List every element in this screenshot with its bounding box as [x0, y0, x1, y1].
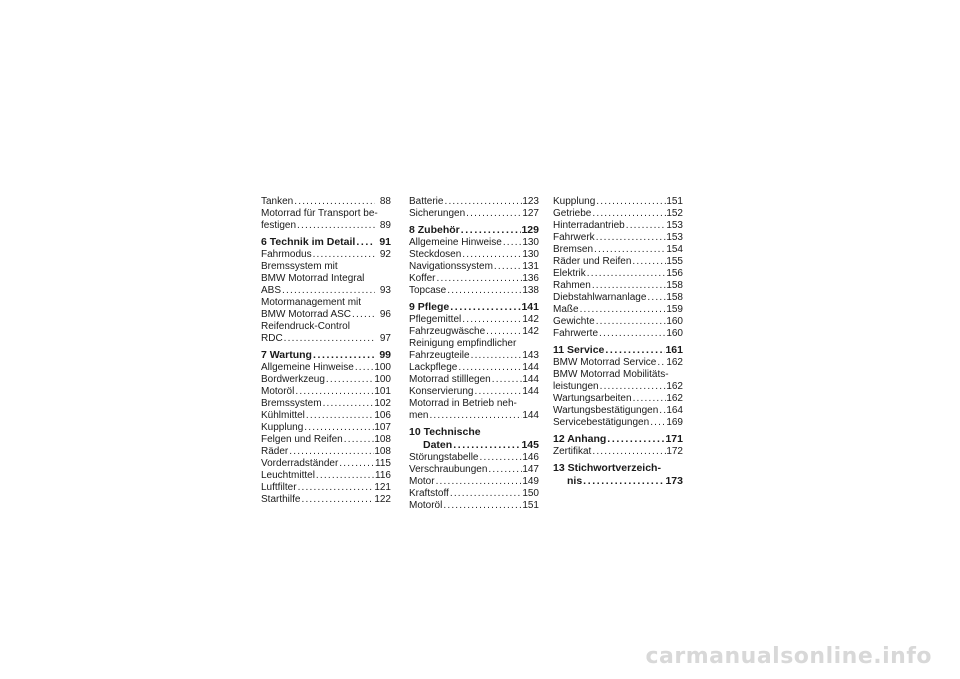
toc-entry[interactable]: Motor ..... 149: [409, 476, 539, 488]
toc-entry[interactable]: Wartungsarbeiten ..... 162: [553, 393, 683, 405]
toc-entry[interactable]: Steckdosen ..... 130: [409, 249, 539, 261]
toc-entry[interactable]: festigen ..... 89: [261, 220, 391, 232]
toc-entry[interactable]: Starthilfe ..... 122: [261, 494, 391, 506]
toc-entry[interactable]: Bremsen ..... 154: [553, 244, 683, 256]
toc-chapter-heading[interactable]: nis ..... 173: [553, 475, 683, 488]
toc-entry[interactable]: Koffer ..... 136: [409, 273, 539, 285]
toc-chapter-heading[interactable]: 12 Anhang ..... 171: [553, 433, 683, 446]
toc-entry[interactable]: Pflegemittel ..... 142: [409, 314, 539, 326]
toc-entry[interactable]: Allgemeine Hinweise ..... 100: [261, 362, 391, 374]
toc-entry[interactable]: Maße ..... 159: [553, 304, 683, 316]
toc-entry[interactable]: Elektrik ..... 156: [553, 268, 683, 280]
toc-entry[interactable]: Felgen und Reifen ..... 108: [261, 434, 391, 446]
toc-entry[interactable]: Fahrwerte ..... 160: [553, 328, 683, 340]
toc-entry[interactable]: Räder und Reifen ..... 155: [553, 256, 683, 268]
toc-entry-line[interactable]: Reifendruck-Control: [261, 321, 350, 332]
toc-entry[interactable]: Sicherungen ..... 127: [409, 208, 539, 220]
toc-column-1: [261, 196, 391, 506]
toc-entry[interactable]: Kupplung ..... 107: [261, 422, 391, 434]
toc-entry[interactable]: Fahrmodus ..... 92: [261, 249, 391, 261]
toc-entry[interactable]: Batterie ..... 123: [409, 196, 539, 208]
toc-entry[interactable]: Fahrwerk ..... 153: [553, 232, 683, 244]
toc-entry[interactable]: ABS ..... 93: [261, 285, 391, 297]
toc-entry[interactable]: Rahmen ..... 158: [553, 280, 683, 292]
toc-column-3: [553, 196, 683, 488]
toc-entry[interactable]: Konservierung ..... 144: [409, 386, 539, 398]
toc-entry[interactable]: BMW Motorrad Service ..... 162: [553, 357, 683, 369]
watermark: carmanualsonline.info: [645, 644, 932, 669]
toc-entry[interactable]: Luftfilter ..... 121: [261, 482, 391, 494]
toc-entry[interactable]: leistungen ..... 162: [553, 381, 683, 393]
toc-chapter-heading-line[interactable]: 13 Stichwortverzeich-: [553, 462, 661, 474]
toc-entry[interactable]: Vorderradständer ..... 115: [261, 458, 391, 470]
toc-entry-line[interactable]: Reinigung empfindlicher: [409, 338, 517, 349]
toc-chapter-heading[interactable]: 8 Zubehör ..... 129: [409, 224, 539, 237]
toc-entry[interactable]: Topcase ..... 138: [409, 285, 539, 297]
toc-chapter-heading[interactable]: 9 Pflege ..... 141: [409, 301, 539, 314]
toc-entry[interactable]: Leuchtmittel ..... 116: [261, 470, 391, 482]
toc-entry-line[interactable]: BMW Motorrad Integral: [261, 273, 365, 284]
toc-entry[interactable]: Motoröl ..... 101: [261, 386, 391, 398]
toc-entry[interactable]: Motoröl ..... 151: [409, 500, 539, 512]
toc-entry-line[interactable]: Motorrad in Betrieb neh-: [409, 398, 517, 409]
toc-entry[interactable]: Gewichte ..... 160: [553, 316, 683, 328]
toc-entry[interactable]: Fahrzeugwäsche ..... 142: [409, 326, 539, 338]
toc-column-2: [409, 196, 539, 512]
toc-entry-line[interactable]: Motormanagement mit: [261, 297, 362, 308]
toc-entry[interactable]: Getriebe ..... 152: [553, 208, 683, 220]
toc-entry[interactable]: Zertifikat ..... 172: [553, 446, 683, 458]
toc-entry[interactable]: Störungstabelle ..... 146: [409, 452, 539, 464]
toc-entry-line[interactable]: BMW Motorrad Mobilitäts-: [553, 369, 669, 380]
toc-entry[interactable]: Diebstahlwarnanlage ..... 158: [553, 292, 683, 304]
toc-chapter-heading[interactable]: 7 Wartung ..... 99: [261, 349, 391, 362]
toc-entry[interactable]: Bremssystem ..... 102: [261, 398, 391, 410]
toc-entry[interactable]: Navigationssystem ..... 131: [409, 261, 539, 273]
toc-entry[interactable]: Kühlmittel ..... 106: [261, 410, 391, 422]
toc-entry[interactable]: Motorrad stilllegen ..... 144: [409, 374, 539, 386]
toc-entry[interactable]: Fahrzeugteile ..... 143: [409, 350, 539, 362]
toc-entry-line[interactable]: Motorrad für Transport be-: [261, 208, 378, 219]
toc-chapter-heading[interactable]: Daten ..... 145: [409, 439, 539, 452]
toc-entry[interactable]: Bordwerkzeug ..... 100: [261, 374, 391, 386]
toc-entry[interactable]: Lackpflege ..... 144: [409, 362, 539, 374]
toc-entry[interactable]: RDC ..... 97: [261, 333, 391, 345]
toc-entry[interactable]: men ..... 144: [409, 410, 539, 422]
toc-entry-line[interactable]: Bremssystem mit: [261, 261, 338, 272]
toc-entry[interactable]: Verschraubungen ..... 147: [409, 464, 539, 476]
toc-entry[interactable]: Kupplung ..... 151: [553, 196, 683, 208]
toc-chapter-heading[interactable]: 11 Service ..... 161: [553, 344, 683, 357]
toc-entry[interactable]: BMW Motorrad ASC ..... 96: [261, 309, 391, 321]
toc-entry[interactable]: Wartungsbestätigungen ..... 164: [553, 405, 683, 417]
toc-entry[interactable]: Hinterradantrieb ..... 153: [553, 220, 683, 232]
toc-chapter-heading[interactable]: 6 Technik im Detail ..... 91: [261, 236, 391, 249]
toc-entry[interactable]: Kraftstoff ..... 150: [409, 488, 539, 500]
toc-entry[interactable]: Servicebestätigungen ..... 169: [553, 417, 683, 429]
toc-entry[interactable]: Räder ..... 108: [261, 446, 391, 458]
toc-entry[interactable]: Tanken ..... 88: [261, 196, 391, 208]
toc-entry[interactable]: Allgemeine Hinweise ..... 130: [409, 237, 539, 249]
toc-chapter-heading-line[interactable]: 10 Technische: [409, 426, 481, 438]
